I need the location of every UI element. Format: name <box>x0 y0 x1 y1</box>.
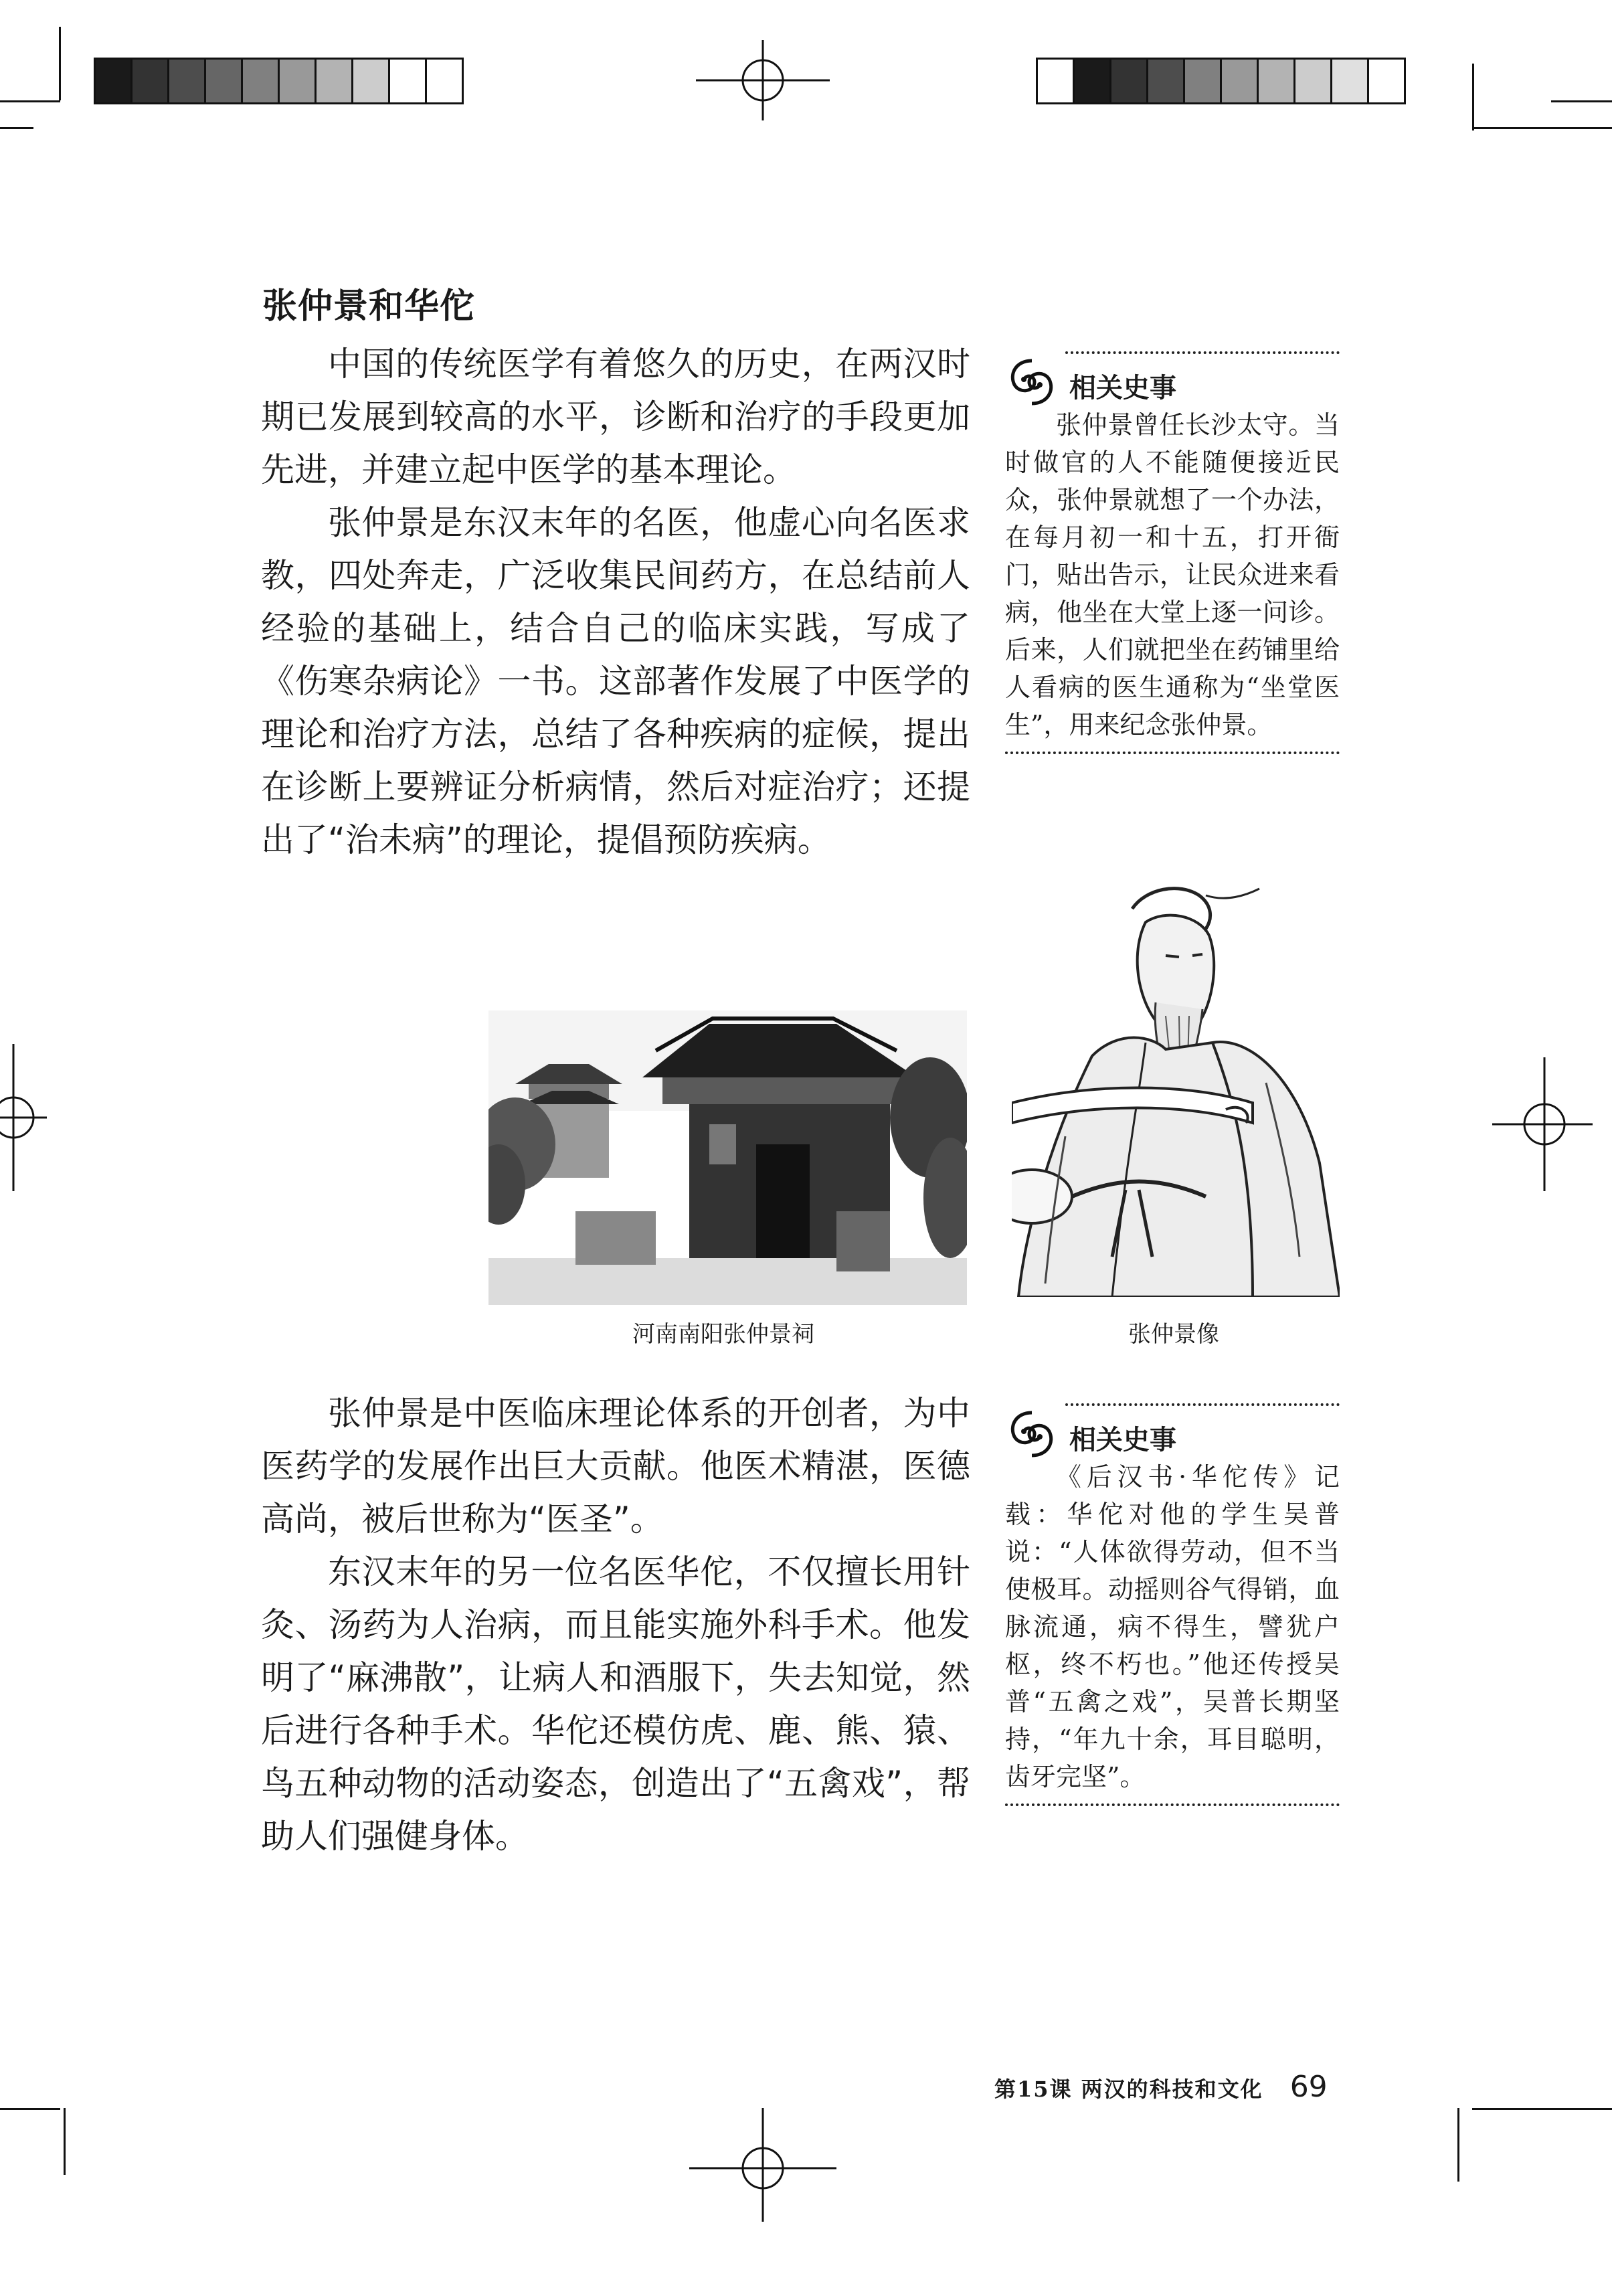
sidebar-heading: 相关史事 <box>1069 372 1176 404</box>
page-number: 69 <box>1289 2070 1328 2104</box>
crop-mark <box>1457 2108 1459 2182</box>
sidebar-header <box>1005 354 1340 404</box>
crop-mark <box>0 127 33 129</box>
paragraph-zhang-zhongjing: 张仲景是东汉末年的名医，他虚心向名医求教，四处奔走，广泛收集民间药方，在总结前人经验的基础上，结合自己的临床实践，写成了《伤寒杂病论》一书。这部著作发展了中医学的理论和治疗方法，总结了各种疾病的症候，提出在诊断上要辨证分析病情，然后对症治疗；还提出了“治未病”的理论，提倡预防疾病。 <box>261 503 970 859</box>
paragraph-medical-sage: 张仲景是中医临床理论体系的开创者，为中医药学的发展作出巨大贡献。他医术精湛，医德高尚，被后世称为“医圣”。 <box>261 1394 970 1538</box>
crosshair-top-icon <box>696 40 830 120</box>
crop-mark <box>1472 127 1612 129</box>
lesson-title: 第15课 两汉的科技和文化 <box>994 2077 1263 2102</box>
zhang-zhongjing-portrait <box>1012 882 1340 1297</box>
sidebar-heading: 相关史事 <box>1069 1424 1176 1455</box>
photo-caption: 河南南阳张仲景祠 <box>632 1321 814 1348</box>
sidebar-header <box>1005 1406 1340 1455</box>
scroll-ornament-icon <box>1001 1403 1063 1465</box>
registration-bar-right <box>1036 58 1406 104</box>
dotted-rule <box>1005 1803 1340 1806</box>
dotted-rule <box>1005 752 1340 754</box>
crop-mark <box>0 100 60 102</box>
sidebar-related-history-2 <box>1005 1403 1340 1806</box>
crosshair-left-icon <box>0 1044 67 1191</box>
crop-mark <box>59 27 61 100</box>
registration-bar-left <box>94 58 464 104</box>
sidebar-text: 张仲景曾任长沙太守。当时做官的人不能随便接近民众，张仲景就想了一个办法，在每月初一和十五，打开衙门，贴出告示，让民众进来看病，他坐在大堂上逐一问诊。后来，人们就把坐在药铺里给人看病的医生通称为“坐堂医生”，用来纪念张仲景。 <box>1005 410 1340 739</box>
portrait-caption: 张仲景像 <box>1128 1321 1219 1348</box>
paragraph-hua-tuo: 东汉末年的另一位名医华佗，不仅擅长用针灸、汤药为人治病，而且能实施外科手术。他发明了“麻沸散”，让病人和酒服下，失去知觉，然后进行各种手术。华佗还模仿虎、鹿、熊、猿、鸟五种动物的活动姿态，创造出了“五禽戏”，帮助人们强健身体。 <box>261 1553 970 1856</box>
crop-mark <box>1472 2108 1612 2110</box>
crosshair-right-icon <box>1486 1057 1593 1191</box>
crop-mark <box>0 2108 60 2110</box>
shrine-photo <box>488 1010 967 1305</box>
section-title: 张仲景和华佗 <box>262 286 476 327</box>
page-footer <box>994 2070 1328 2104</box>
crop-mark <box>1551 100 1612 102</box>
scroll-ornament-icon <box>1001 351 1063 413</box>
crop-mark <box>1472 64 1474 130</box>
paragraph-intro: 中国的传统医学有着悠久的历史，在两汉时期已发展到较高的水平，诊断和治疗的手段更加先进，并建立起中医学的基本理论。 <box>261 345 970 489</box>
sidebar-related-history-1 <box>1005 351 1340 754</box>
sidebar-text: 《后汉书·华佗传》记载：华佗对他的学生吴普说：“人体欲得劳动，但不当使极耳。动摇则谷气得销，血脉流通，病不得生，譬犹户枢，终不朽也。”他还传授吴普“五禽之戏”，吴普长期坚持，“年九十余，耳目聪明，齿牙完坚”。 <box>1005 1462 1340 1791</box>
crosshair-bottom-icon <box>689 2108 836 2222</box>
crop-mark <box>64 2108 66 2175</box>
